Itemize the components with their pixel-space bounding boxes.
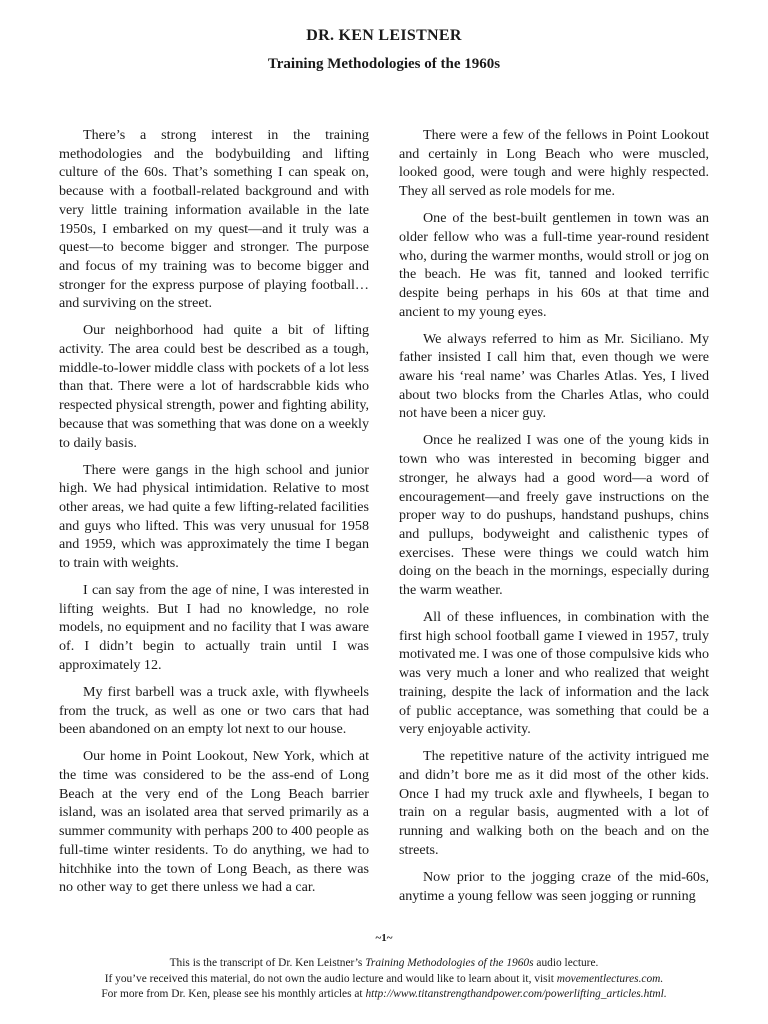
articles-url-link[interactable]: http://www.titanstrengthandpower.com/powerlifting_articles.html.	[365, 988, 667, 1000]
paragraph: Now prior to the jogging craze of the mid-60s, anytime a young fellow was seen jogging or running	[399, 868, 709, 904]
paragraph: I can say from the age of nine, I was interested in lifting weights. But I had no knowledge, no role models, no equipment and no facility that I was aware of. I didn’t begin to actually train until I was approximately 12.	[59, 582, 369, 673]
document-title: Training Methodologies of the 1960s	[267, 56, 501, 72]
paragraph: There were gangs in the high school and junior high. We had physical intimidation. Relative to most other areas, we had quite a few lifting-related facilities and guys who lifted. This was very unusual for 1958 and 1959, which was approximately the time I began to train with weights.	[59, 461, 369, 572]
left-text-column	[59, 126, 369, 905]
paragraph: There were a few of the fellows in Point Lookout and certainly in Long Beach who were muscled, looked good, were tough and were highly respected. They all served as role models for me.	[399, 127, 709, 200]
footer-line-transcript: This is the transcript of Dr. Ken Leistner’s Training Methodologies of the 1960s audio lecture.	[169, 957, 599, 969]
paragraph: Our neighborhood had quite a bit of lifting activity. The area could best be described as a tough, middle-to-lower middle class with pockets of a lot less than that. There were a lot of hardscrabble kids who respected physical strength, power and fighting ability, because that was something that was done on a weekly to daily basis.	[59, 322, 369, 451]
footer-line-lecture: If you’ve received this material, do not own the audio lecture and would like to learn about it, visit movementlectures.com.	[104, 972, 664, 985]
paragraph: There’s a strong interest in the training methodologies and the bodybuilding and lifting culture of the 60s. That’s something I can speak on, because with a football-related background and with very little training information available in the late 1950s, I embarked on my quest—and it truly was a quest—to become bigger and stronger. The purpose and focus of my training was to become bigger and stronger for the express purpose of playing football…and surviving on the street.	[59, 127, 369, 312]
lecture-site-link[interactable]: movementlectures.com.	[556, 972, 664, 985]
paragraph: One of the best-built gentlemen in town was an older fellow who was a full-time year-round resident who, during the warmer months, would stroll or jog on the beach. He was fit, tanned and looked terrific despite being perhaps in his 60s at that time and ancient to my young eyes.	[399, 210, 709, 320]
paragraph: All of these influences, in combination with the first high school football game I viewed in 1957, truly motivated me. I was one of those compulsive kids who was very much a loner and who realized that weight training, despite the lack of information and the lack of public acceptance, was something that could be a very enjoyable activity.	[399, 609, 710, 738]
paragraph: We always referred to him as Mr. Siciliano. My father insisted I call him that, even though we were aware his ‘real name’ was Charles Atlas. Yes, I lived about two blocks from the Charles Atlas, who could not have been a nicer guy.	[399, 330, 709, 422]
paragraph: Once he realized I was one of the young kids in town who was interested in becoming bigger and stronger, he always had a good word—a word of encouragement—and freely gave instructions on the proper way to do pushups, handstand pushups, chins and pullups, bodyweight and calisthenic types of exercises. These were things we could watch him doing on the beach in the mornings, especially during the warm weather.	[399, 432, 709, 599]
paragraph: Our home in Point Lookout, New York, which at the time was considered to be the ass-end of Long Beach at the very end of the Long Beach barrier island, was an isolated area that served primarily as a summer community with perhaps 200 to 400 people as full-time winter residents. To do anything, we had to hitchhike into the town of Long Beach, as there was no other way to get there unless we had a car.	[59, 748, 369, 896]
right-text-column	[399, 126, 709, 914]
footer-note	[0, 956, 768, 1003]
author-heading: DR. KEN LEISTNER	[306, 27, 462, 44]
paragraph: My first barbell was a truck axle, with flywheels from the truck, as well as one or two cars that had been abandoned on an empty lot next to our house.	[59, 683, 369, 738]
footer-line-articles: For more from Dr. Ken, please see his monthly articles at http://www.titanstrengthandpower.com/powerlifting_articles.html.	[101, 988, 667, 1000]
page-number: ~1~	[375, 932, 393, 944]
paragraph: The repetitive nature of the activity intrigued me and didn’t bore me as it did most of the other kids. Once I had my truck axle and flywheels, I began to train on a regular basis, augmented with a lot of running and walking both on the beach and on the streets.	[399, 748, 709, 858]
